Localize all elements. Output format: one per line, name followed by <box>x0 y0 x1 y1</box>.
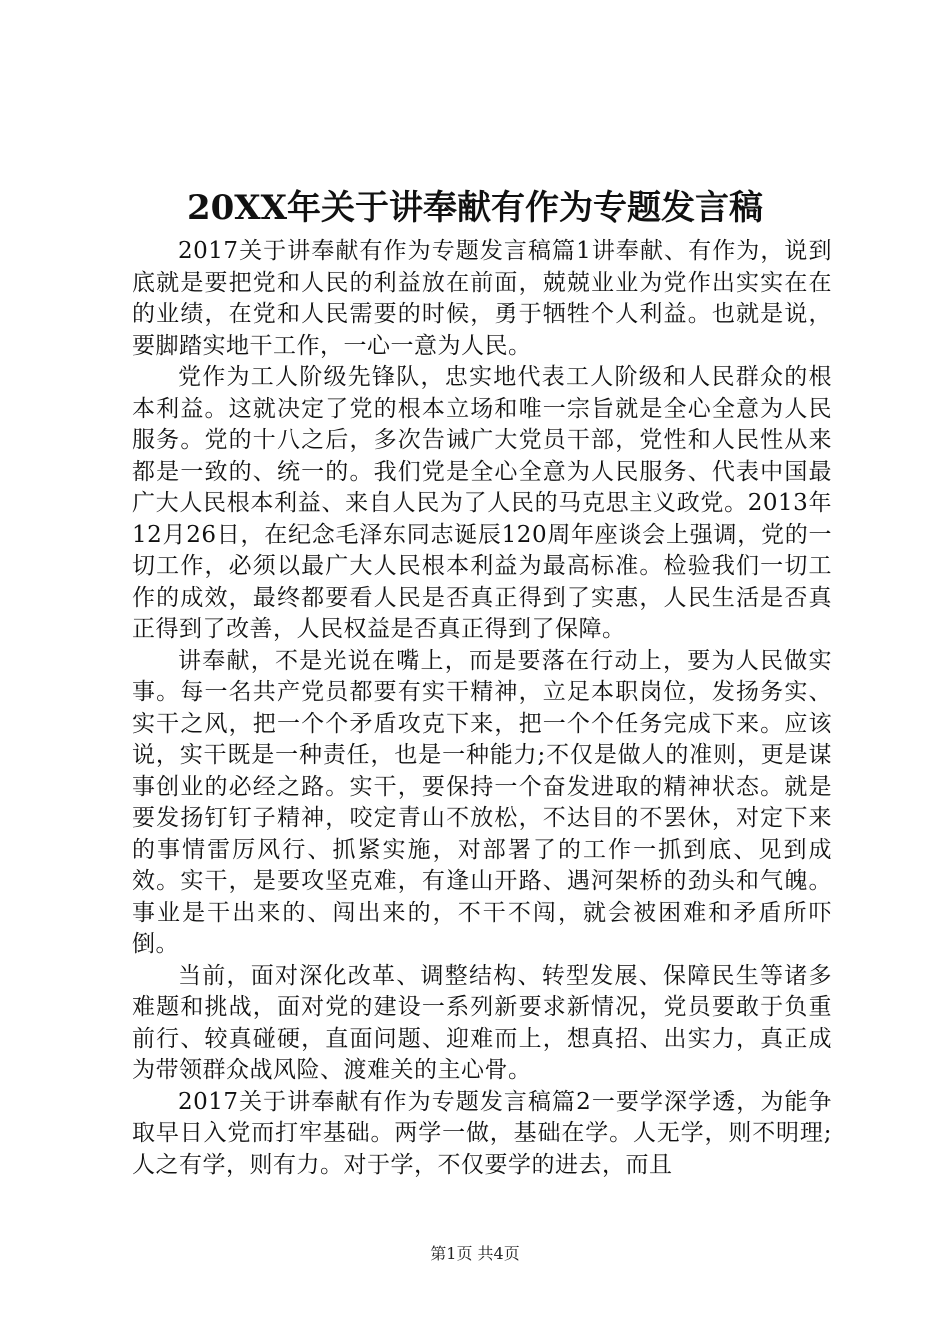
page-footer: 第1页 共4页 <box>430 1244 520 1263</box>
paragraph-2: 党作为工人阶级先锋队，忠实地代表工人阶级和人民群众的根本利益。这就决定了党的根本立场和唯一宗旨就是全心全意为人民服务。党的十八之后，多次告诫广大党员干部，党性和人民性从来都是一致的、统一的。我们党是全心全意为人民服务、代表中国最广大人民根本利益、来自人民为了人民的马克思主义政党。2013年12月26日，在纪念毛泽东同志诞辰120周年座谈会上强调，党的一切工作，必须以最广大人民根本利益为最高标准。检验我们一切工作的成效，最终都要看人民是否真正得到了实惠，人民生活是否真正得到了改善，人民权益是否真正得到了保障。 <box>132 364 832 642</box>
paragraph-4: 当前，面对深化改革、调整结构、转型发展、保障民生等诸多难题和挑战，面对党的建设一系列新要求新情况，党员要敢于负重前行、较真碰硬，直面问题、迎难而上，想真招、出实力，真正成为带领群众战风险、渡难关的主心骨。 <box>132 962 832 1083</box>
document-body <box>132 236 832 1181</box>
document-title: 20XX年关于讲奉献有作为专题发言稿 <box>186 188 764 228</box>
paragraph-5: 2017关于讲奉献有作为专题发言稿篇2一要学深学透，为能争取早日入党而打牢基础。两学一做，基础在学。人无学，则不明理;人之有学，则有力。对于学，不仅要学的进去，而且 <box>132 1088 832 1178</box>
paragraph-3: 讲奉献，不是光说在嘴上，而是要落在行动上，要为人民做实事。每一名共产党员都要有实干精神，立足本职岗位，发扬务实、实干之风，把一个个矛盾攻克下来，把一个个任务完成下来。应该说，实干既是一种责任，也是一种能力;不仅是做人的准则，更是谋事创业的必经之路。实干，要保持一个奋发进取的精神状态。就是要发扬钉钉子精神，咬定青山不放松，不达目的不罢休，对定下来的事情雷厉风行、抓紧实施，对部署了的工作一抓到底、见到成效。实干，是要攻坚克难，有逢山开路、遇河架桥的劲头和气魄。事业是干出来的、闯出来的，不干不闯，就会被困难和矛盾所吓倒。 <box>132 647 832 957</box>
paragraph-1: 2017关于讲奉献有作为专题发言稿篇1讲奉献、有作为，说到底就是要把党和人民的利益放在前面，兢兢业业为党作出实实在在的业绩，在党和人民需要的时候，勇于牺牲个人利益。也就是说，要脚踏实地干工作，一心一意为人民。 <box>132 238 832 359</box>
